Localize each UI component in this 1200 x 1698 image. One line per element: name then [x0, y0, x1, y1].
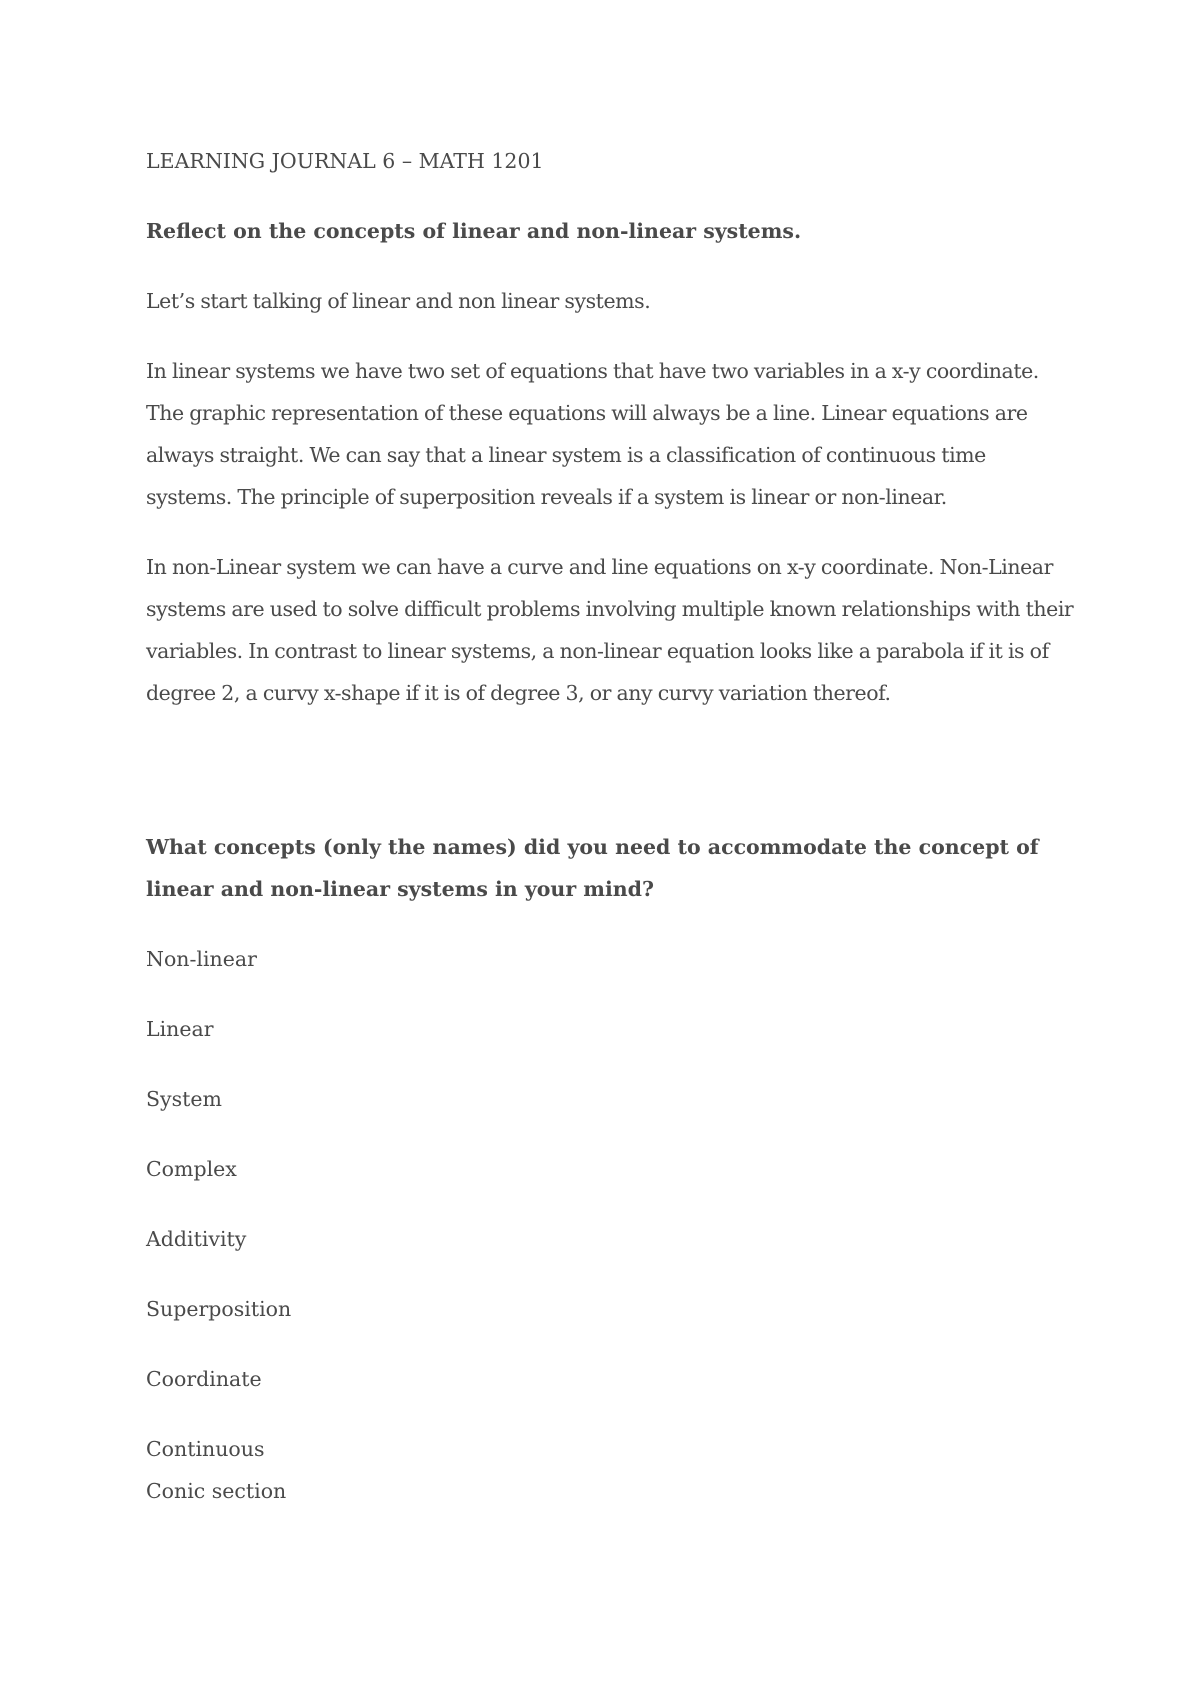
- paragraph-nonlinear-systems: In non-Linear system we can have a curve and line equations on x-y coordinate. Non-Linear systems are used to solve difficult problems involving multiple known relationships with their variables. In contrast to linear systems, a non-linear equation looks like a parabola if it is of degree 2, a curvy x-shape if it is of degree 3, or any curvy variation thereof.: [146, 555, 1074, 705]
- list-item: Additivity: [146, 1227, 247, 1251]
- list-item: Superposition: [146, 1297, 292, 1321]
- paragraph-linear-systems: In linear systems we have two set of equations that have two variables in a x-y coordinate. The graphic representation of these equations will always be a line. Linear equations are always straight. We can say that a linear system is a classification of continuous time systems. The principle of superposition reveals if a system is linear or non-linear.: [146, 359, 1039, 509]
- list-item: Complex: [146, 1157, 237, 1181]
- list-item: Conic section: [146, 1479, 287, 1503]
- list-item: Non-linear: [146, 947, 257, 971]
- section-heading-reflect: Reflect on the concepts of linear and non-linear systems.: [146, 219, 802, 243]
- paragraph-intro: Let’s start talking of linear and non linear systems.: [146, 289, 651, 313]
- document-body: [146, 140, 1076, 1512]
- spacer: [146, 742, 1076, 826]
- list-item: Continuous: [146, 1437, 265, 1461]
- list-item: Coordinate: [146, 1367, 262, 1391]
- section-heading-concepts: What concepts (only the names) did you need to accommodate the concept of linear and non-linear systems in your mind?: [146, 835, 1039, 901]
- concepts-list: [146, 938, 1076, 1512]
- list-item: Linear: [146, 1017, 214, 1041]
- document-title: LEARNING JOURNAL 6 – MATH 1201: [146, 149, 544, 173]
- list-item: System: [146, 1087, 222, 1111]
